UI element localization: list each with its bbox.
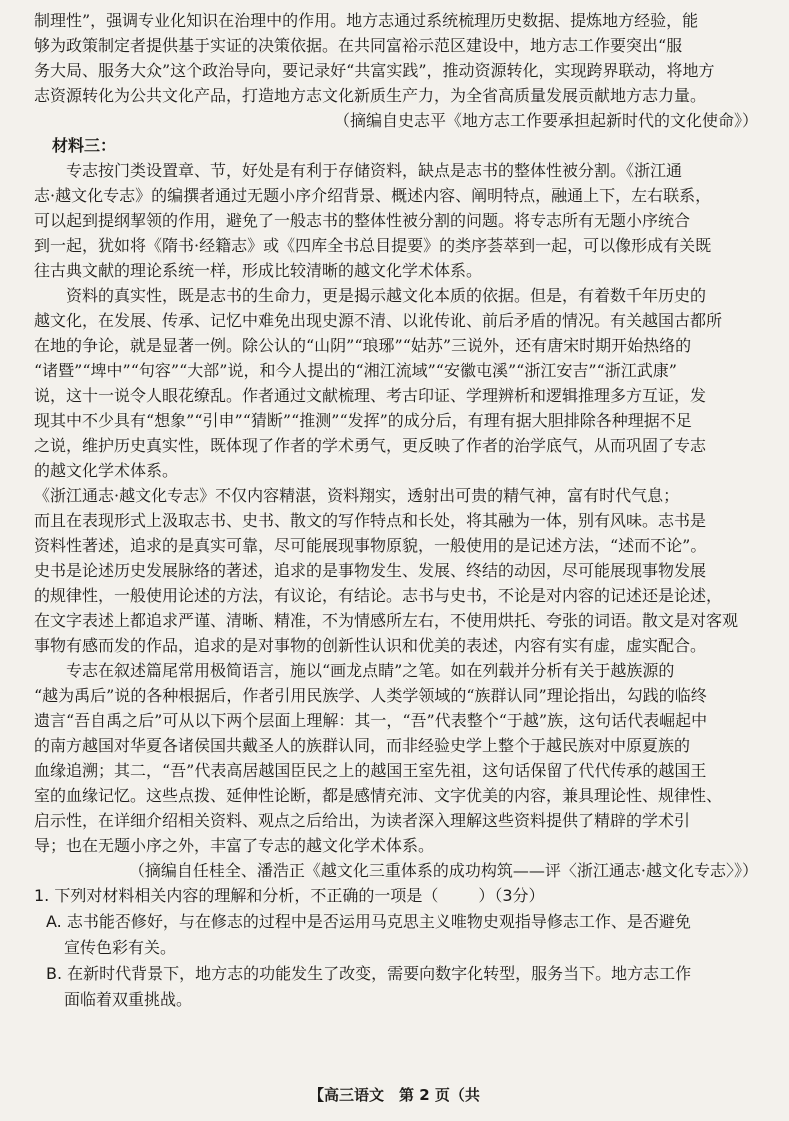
source-citation: （摘编自任桂全、潘浩正《越文化三重体系的成功构筑——评〈浙江通志·越文化专志〉》） bbox=[128, 861, 758, 880]
text-line: 志·越文化专志》的编撰者通过无题小序介绍背景、概述内容、阐明特点，融通上下，左右联系， bbox=[34, 186, 712, 205]
question-stem bbox=[34, 883, 762, 909]
text-line: 越文化，在发展、传承、记忆中难免出现史源不清、以讹传讹、前后矛盾的情况。有关越国古都所 bbox=[34, 311, 723, 330]
page-content bbox=[34, 8, 762, 1013]
text-line: 在地的争论，就是显著一例。除公认的“山阴”“琅琊”“姑苏”三说外，还有唐宋时期开始热络的 bbox=[34, 336, 692, 355]
text-line: 的越文化学术体系。 bbox=[34, 461, 179, 480]
text-line: 可以起到提纲挈领的作用，避免了一般志书的整体性被分割的问题。将专志所有无题小序统合 bbox=[34, 211, 691, 230]
question-score: ）（3分） bbox=[478, 886, 545, 905]
text-line: 史书是论述历史发展脉络的著述，追求的是事物发生、发展、终结的动因，尽可能展现事物发展 bbox=[34, 561, 707, 580]
text-line: “诸暨”“埤中”“句容”“大部”说，和今人提出的“湘江流域”“安徽屯溪”“浙江安吉”“浙江武康” bbox=[34, 361, 677, 380]
text-line: 制理性”，强调专业化知识在治理中的作用。地方志通过系统梳理历史数据、提炼地方经验，能 bbox=[34, 11, 699, 30]
text-line: “越为禹后”说的各种根据后，作者引用民族学、人类学领域的“族群认同”理论指出，勾践的临终 bbox=[34, 686, 707, 705]
paragraph-4 bbox=[34, 658, 762, 858]
option-a-cont: 宣传色彩有关。 bbox=[64, 938, 177, 957]
paragraph-2 bbox=[34, 283, 762, 483]
text-line: 在文字表述上都追求严谨、清晰、精准，不为情感所左右，不使用烘托、夸张的词语。散文是对客观 bbox=[34, 611, 739, 630]
text-line: 专志按门类设置章、节，好处是有利于存储资料，缺点是志书的整体性被分割。《浙江通 bbox=[66, 161, 683, 180]
text-line: 的规律性，一般使用论述的方法，有议论，有结论。志书与史书，不论是对内容的记述还是论述， bbox=[34, 586, 723, 605]
question-1 bbox=[34, 883, 762, 1013]
text-line: 启示性，在详细介绍相关资料、观点之后给出，为读者深入理解这些资料提供了精辟的学术引 bbox=[34, 811, 691, 830]
material3-title: 材料三： bbox=[52, 136, 117, 155]
text-line: 而且在表现形式上汲取志书、史书、散文的写作特点和长处，将其融为一体，别有风味。志书是 bbox=[34, 511, 707, 530]
question-stem-text: 1. 下列对材料相关内容的理解和分析，不正确的一项是（ bbox=[34, 886, 439, 905]
text-line: 资料的真实性，既是志书的生命力，更是揭示越文化本质的依据。但是，有着数千年历史的 bbox=[66, 286, 707, 305]
option-b: B. 在新时代背景下，地方志的功能发生了改变，需要向数字化转型，服务当下。地方志工作 bbox=[46, 964, 692, 983]
option-a: A. 志书能否修好，与在修志的过程中是否运用马克思主义唯物史观指导修志工作、是否避免 bbox=[46, 912, 691, 931]
text-line: 到一起，犹如将《隋书·经籍志》或《四库全书总目提要》的类序荟萃到一起，可以像形成有关既 bbox=[34, 236, 712, 255]
text-line: 资料性著述，追求的是真实可靠，尽可能展现事物原貌，一般使用的是记述方法，“述而不论”。 bbox=[34, 536, 707, 555]
text-line: 现其中不少具有“想象”“引申”“猜断”“推测”“发挥”的成分后，有理有据大胆排除各种理据不足 bbox=[34, 411, 692, 430]
text-line: 血缘追溯；其二，“吾”代表高居越国臣民之上的越国王室先祖，这句话保留了代代传承的越国王 bbox=[34, 761, 707, 780]
text-line: 《浙江通志·越文化专志》不仅内容精湛，资料翔实，透射出可贵的精气神，富有时代气息； bbox=[34, 486, 680, 505]
text-line: 室的血缘记忆。这些点拨、延伸性论断，都是感情充沛、文字优美的内容，兼具理论性、规律性、 bbox=[34, 786, 723, 805]
text-line: 专志在叙述篇尾常用极简语言，施以“画龙点睛”之笔。如在列载并分析有关于越族源的 bbox=[66, 661, 675, 680]
text-line: 往古典文献的理论系统一样，形成比较清晰的越文化学术体系。 bbox=[34, 261, 483, 280]
material2-tail bbox=[34, 8, 762, 108]
text-line: 务大局、服务大众”这个政治导向，要记录好“共富实践”，推动资源转化，实现跨界联动，将地方 bbox=[34, 61, 715, 80]
option-b-cont: 面临着双重挑战。 bbox=[64, 990, 193, 1009]
paragraph-3 bbox=[34, 483, 762, 658]
text-line: 事物有感而发的作品，追求的是对事物的创新性认识和优美的表述，内容有实有虚，虚实配合。 bbox=[34, 636, 707, 655]
text-line: 遗言“吾自禹之后”可从以下两个层面上理解：其一，“吾”代表整个“于越”族，这句话代表崛起中 bbox=[34, 711, 708, 730]
page-footer: 【高三语文 第 2 页（共 bbox=[309, 1086, 480, 1104]
text-line: 的南方越国对华夏各诸侯国共戴圣人的族群认同，而非经验史学上整个于越民族对中原夏族的 bbox=[34, 736, 691, 755]
text-line: 志资源转化为公共文化产品，打造地方志文化新质生产力，为全省高质量发展贡献地方志力量。 bbox=[34, 86, 707, 105]
text-line: 导；也在无题小序之外，丰富了专志的越文化学术体系。 bbox=[34, 836, 435, 855]
text-line: 之说，维护历史真实性，既体现了作者的学术勇气，更反映了作者的治学底气，从而巩固了专志 bbox=[34, 436, 707, 455]
text-line: 够为政策制定者提供基于实证的决策依据。在共同富裕示范区建设中，地方志工作要突出“服 bbox=[34, 36, 683, 55]
text-line: 说，这十一说令人眼花缭乱。作者通过文献梳理、考古印证、学理辨析和逻辑推理多方互证，发 bbox=[34, 386, 707, 405]
paragraph-1 bbox=[34, 158, 762, 283]
source-citation: （摘编自史志平《地方志工作要承担起新时代的文化使命》） bbox=[333, 111, 758, 130]
